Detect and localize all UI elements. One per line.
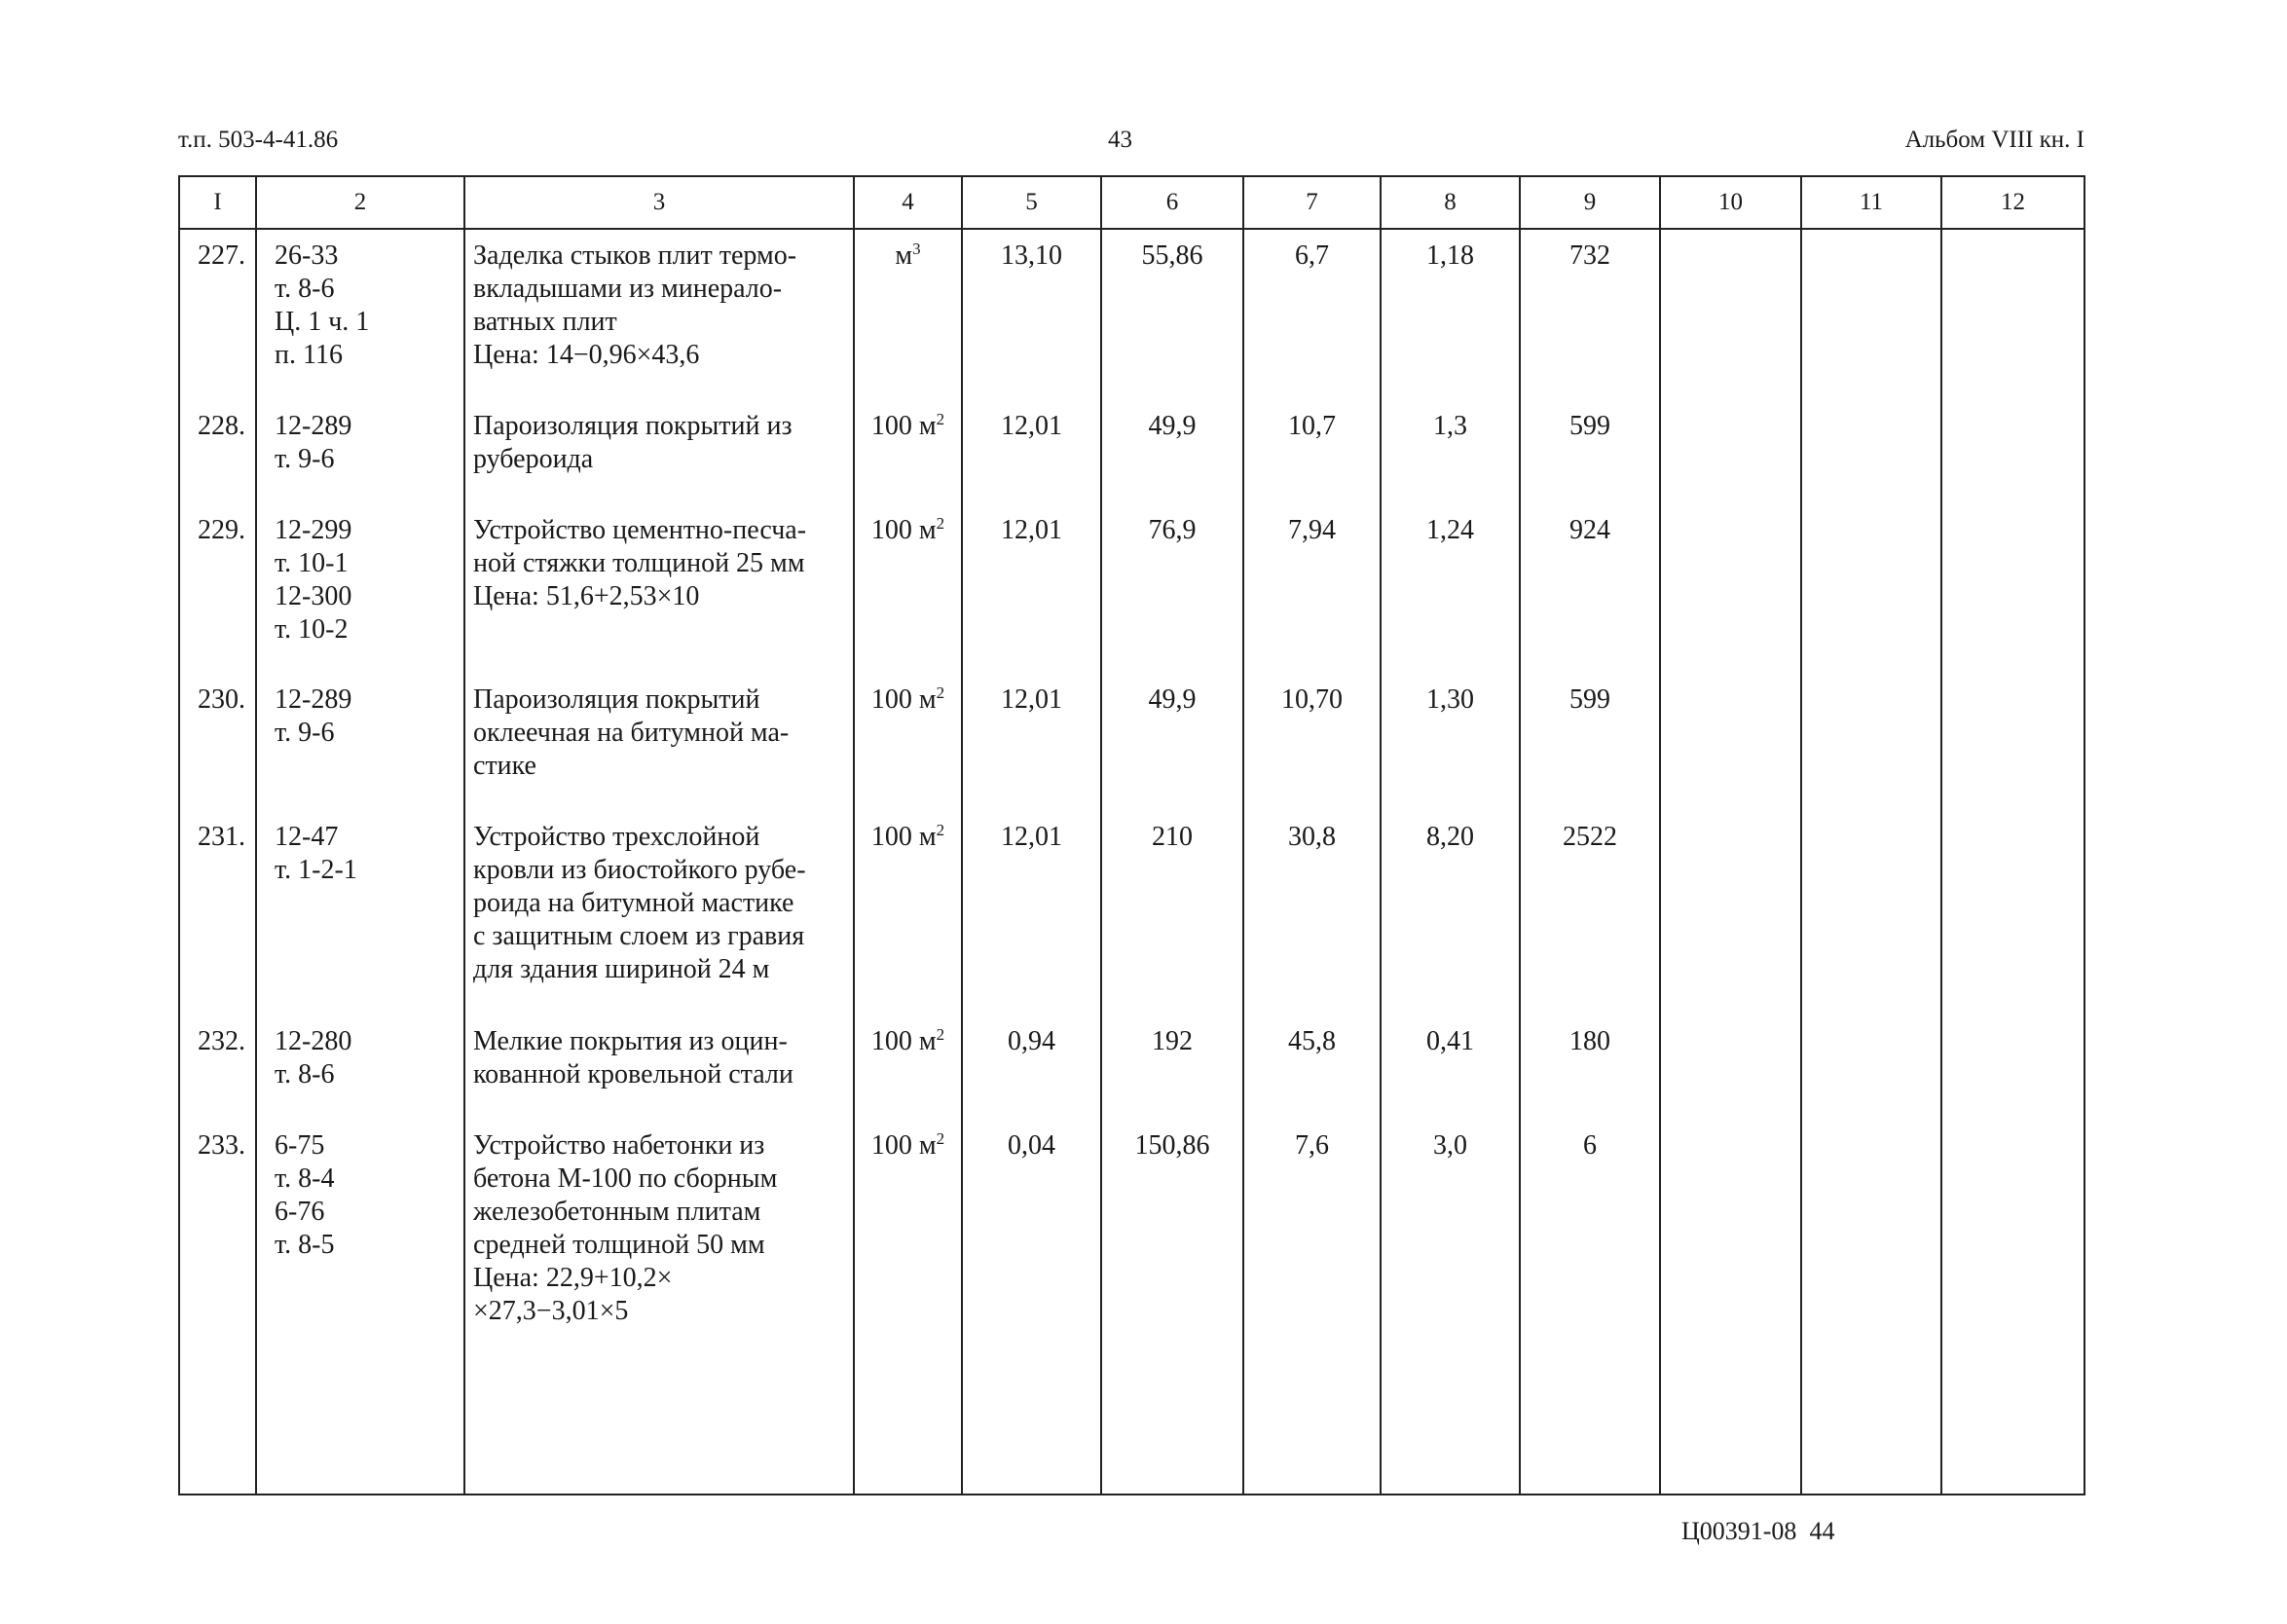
column-header: 6 xyxy=(1101,176,1243,229)
unit: 100 $м^2$ xyxy=(854,811,962,1015)
cell-col5: 0,04 xyxy=(962,1120,1101,1349)
cell-col8: 3,0 xyxy=(1381,1120,1520,1349)
unit: 100 $м^2$ xyxy=(854,1120,962,1349)
cell-col11 xyxy=(1801,504,1941,674)
unit: 100 $м^2$ xyxy=(854,504,962,674)
row-number: 228. xyxy=(179,400,256,504)
cell-col9: 180 xyxy=(1520,1015,1660,1120)
cell-col7: 30,8 xyxy=(1243,811,1381,1015)
work-description: Мелкие покрытия из оцин- кованной кровельной стали xyxy=(464,1015,854,1120)
work-description: Устройство набетонки из бетона М-100 по сборным железобетонным плитам средней толщиной 50 мм Цена: 22,9+10,2× ×27,3−3,01×5 xyxy=(464,1120,854,1349)
cell-col10 xyxy=(1660,1120,1801,1349)
table-row xyxy=(179,229,2084,400)
column-header: 11 xyxy=(1801,176,1941,229)
cell-col11 xyxy=(1801,400,1941,504)
cell-col10 xyxy=(1660,504,1801,674)
column-header: 2 xyxy=(256,176,464,229)
page-number: 43 xyxy=(1108,127,1132,153)
column-header: 8 xyxy=(1381,176,1520,229)
empty-cell xyxy=(1941,1349,2084,1495)
cell-col9: 599 xyxy=(1520,674,1660,811)
cell-col11 xyxy=(1801,811,1941,1015)
cell-col5: 0,94 xyxy=(962,1015,1101,1120)
cell-col12 xyxy=(1941,674,2084,811)
cell-col8: 0,41 xyxy=(1381,1015,1520,1120)
cell-col10 xyxy=(1660,674,1801,811)
cell-col10 xyxy=(1660,400,1801,504)
column-header: 12 xyxy=(1941,176,2084,229)
unit: 100 $м^2$ xyxy=(854,674,962,811)
cell-col7: 6,7 xyxy=(1243,229,1381,400)
work-description: Пароизоляция покрытий из рубероида xyxy=(464,400,854,504)
cell-col12 xyxy=(1941,1015,2084,1120)
row-number: 232. xyxy=(179,1015,256,1120)
row-number: 229. xyxy=(179,504,256,674)
cell-col8: 8,20 xyxy=(1381,811,1520,1015)
cell-col7: 7,94 xyxy=(1243,504,1381,674)
norm-code: 6-75 т. 8-4 6-76 т. 8-5 xyxy=(256,1120,464,1349)
norm-code: 12-299 т. 10-1 12-300 т. 10-2 xyxy=(256,504,464,674)
cell-col11 xyxy=(1801,674,1941,811)
cell-col5: 12,01 xyxy=(962,400,1101,504)
empty-cell xyxy=(1520,1349,1660,1495)
work-description: Заделка стыков плит термо- вкладышами из минерало- ватных плит Цена: 14−0,96×43,6 xyxy=(464,229,854,400)
table-row xyxy=(179,504,2084,674)
cell-col5: 12,01 xyxy=(962,811,1101,1015)
row-number: 230. xyxy=(179,674,256,811)
cell-col9: 6 xyxy=(1520,1120,1660,1349)
cell-col7: 7,6 xyxy=(1243,1120,1381,1349)
empty-cell xyxy=(179,1349,256,1495)
column-header: 10 xyxy=(1660,176,1801,229)
norm-code: 12-289 т. 9-6 xyxy=(256,400,464,504)
empty-cell xyxy=(1381,1349,1520,1495)
cell-col7: 10,7 xyxy=(1243,400,1381,504)
empty-cell xyxy=(854,1349,962,1495)
empty-cell xyxy=(1660,1349,1801,1495)
cell-col12 xyxy=(1941,400,2084,504)
cell-col6: 49,9 xyxy=(1101,674,1243,811)
work-description: Устройство трехслойной кровли из биостойкого рубе- роида на битумной мастике с защитным слоем из гравия для здания шириной 24 м xyxy=(464,811,854,1015)
sheet-page: 44 xyxy=(1809,1517,1835,1545)
cell-col6: 192 xyxy=(1101,1015,1243,1120)
table-filler-row xyxy=(179,1349,2084,1495)
norm-code: 12-280 т. 8-6 xyxy=(256,1015,464,1120)
table-row xyxy=(179,811,2084,1015)
empty-cell xyxy=(464,1349,854,1495)
column-header: I xyxy=(179,176,256,229)
cell-col12 xyxy=(1941,229,2084,400)
sheet-code xyxy=(1681,1517,1834,1546)
cell-col5: 13,10 xyxy=(962,229,1101,400)
unit: 100 $м^2$ xyxy=(854,1015,962,1120)
column-header: 9 xyxy=(1520,176,1660,229)
cell-col9: 599 xyxy=(1520,400,1660,504)
unit: 100 $м^2$ xyxy=(854,400,962,504)
cell-col12 xyxy=(1941,811,2084,1015)
cell-col6: 210 xyxy=(1101,811,1243,1015)
work-description: Пароизоляция покрытий оклеечная на битумной ма- стике xyxy=(464,674,854,811)
cell-col6: 49,9 xyxy=(1101,400,1243,504)
cell-col5: 12,01 xyxy=(962,674,1101,811)
cell-col7: 10,70 xyxy=(1243,674,1381,811)
cell-col8: 1,3 xyxy=(1381,400,1520,504)
cell-col8: 1,18 xyxy=(1381,229,1520,400)
column-header: 7 xyxy=(1243,176,1381,229)
table-row xyxy=(179,400,2084,504)
work-description: Устройство цементно-песча- ной стяжки толщиной 25 мм Цена: 51,6+2,53×10 xyxy=(464,504,854,674)
cell-col9: 732 xyxy=(1520,229,1660,400)
column-header-row xyxy=(179,176,2084,229)
document-designation: т.п. 503-4-41.86 xyxy=(178,127,339,153)
estimate-table xyxy=(178,175,2085,1495)
norm-code: 12-289 т. 9-6 xyxy=(256,674,464,811)
cell-col9: 2522 xyxy=(1520,811,1660,1015)
row-number: 227. xyxy=(179,229,256,400)
cell-col6: 76,9 xyxy=(1101,504,1243,674)
norm-code: 12-47 т. 1-2-1 xyxy=(256,811,464,1015)
table-row xyxy=(179,674,2084,811)
cell-col11 xyxy=(1801,1015,1941,1120)
album-label: Альбом VIII кн. I xyxy=(1904,127,2084,153)
cell-col12 xyxy=(1941,504,2084,674)
empty-cell xyxy=(256,1349,464,1495)
cell-col12 xyxy=(1941,1120,2084,1349)
row-number: 233. xyxy=(179,1120,256,1349)
cell-col10 xyxy=(1660,811,1801,1015)
cell-col10 xyxy=(1660,229,1801,400)
sheet-code-value: Ц00391-08 xyxy=(1681,1517,1797,1545)
cell-col10 xyxy=(1660,1015,1801,1120)
column-header: 3 xyxy=(464,176,854,229)
empty-cell xyxy=(962,1349,1101,1495)
table-row xyxy=(179,1120,2084,1349)
cell-col6: 55,86 xyxy=(1101,229,1243,400)
empty-cell xyxy=(1243,1349,1381,1495)
cell-col6: 150,86 xyxy=(1101,1120,1243,1349)
column-header: 4 xyxy=(854,176,962,229)
cell-col11 xyxy=(1801,1120,1941,1349)
row-number: 231. xyxy=(179,811,256,1015)
unit: $м^3$ xyxy=(854,229,962,400)
cell-col8: 1,30 xyxy=(1381,674,1520,811)
cell-col11 xyxy=(1801,229,1941,400)
norm-code: 26-33 т. 8-6 Ц. 1 ч. 1 п. 116 xyxy=(256,229,464,400)
table-row xyxy=(179,1015,2084,1120)
cell-col5: 12,01 xyxy=(962,504,1101,674)
cell-col9: 924 xyxy=(1520,504,1660,674)
empty-cell xyxy=(1101,1349,1243,1495)
empty-cell xyxy=(1801,1349,1941,1495)
cell-col8: 1,24 xyxy=(1381,504,1520,674)
column-header: 5 xyxy=(962,176,1101,229)
cell-col7: 45,8 xyxy=(1243,1015,1381,1120)
